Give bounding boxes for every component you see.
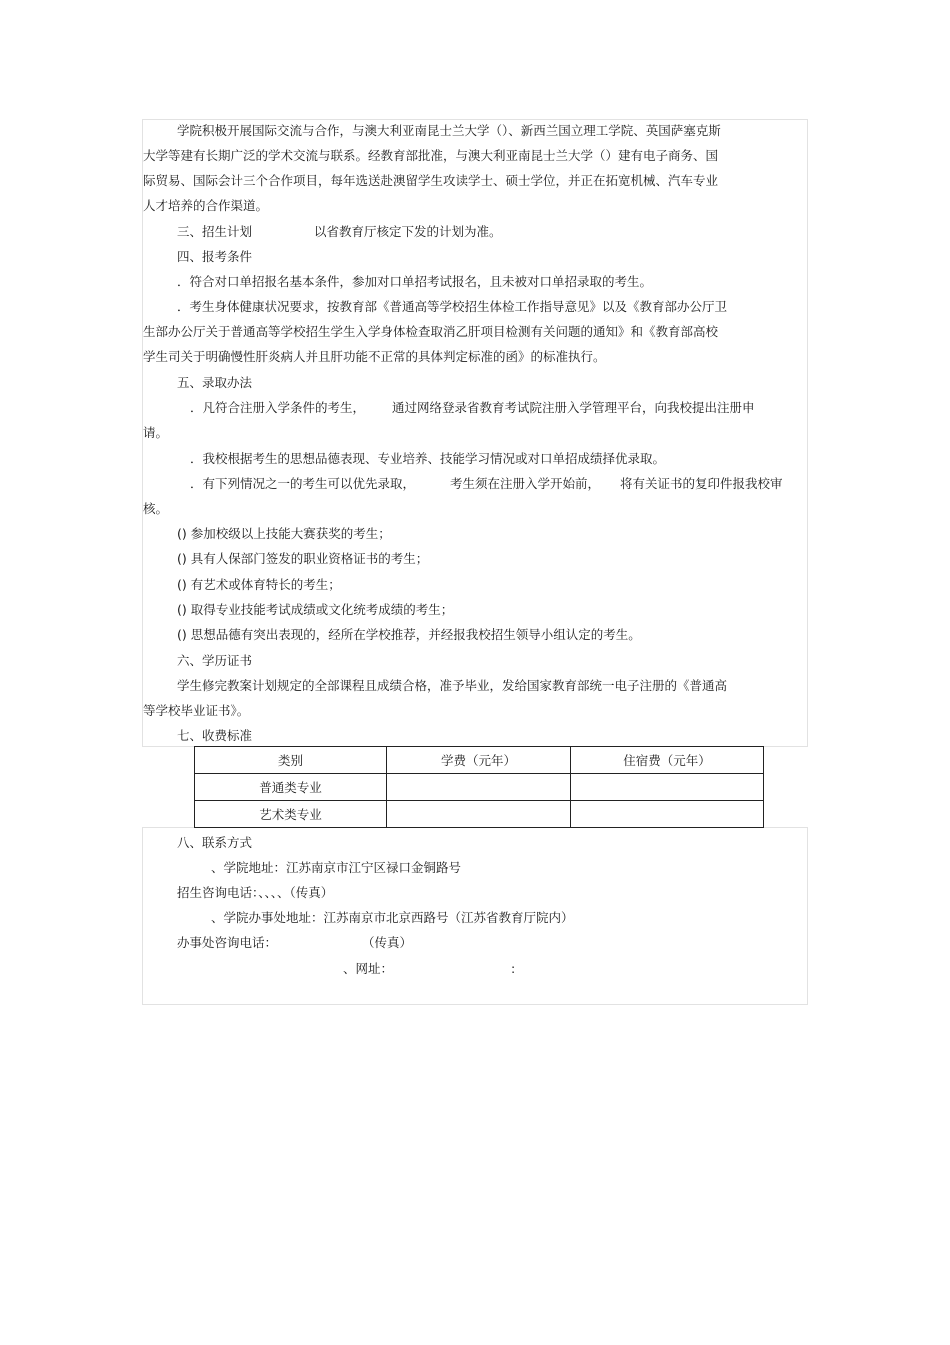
contact-phone: 招生咨询电话：、、、、（传真） [177,885,334,900]
table-cell [571,801,764,828]
contact-office-phone: 办事处咨询电话： [177,935,278,950]
column-header: 类别 [195,747,387,774]
certificate-text: 学生修完教案计划规定的全部课程且成绩合格，准予毕业，发给国家教育部统一电子注册的《普通高 [177,678,728,693]
table-header-row [195,747,764,774]
requirement-item: ．考生身体健康状况要求，按教育部《普通高等学校招生体检工作指导意见》以及《教育部办公厅卫 [177,299,728,314]
admission-item: 请。 [143,425,169,440]
priority-item: () 思想品德有突出表现的，经所在学校推荐，并经报我校招生领导小组认定的考生。 [177,627,641,642]
table-cell [571,774,764,801]
admission-item: 考生须在注册入学开始前， [450,476,601,491]
contact-website: 、网址： [343,961,394,976]
priority-item: () 取得专业技能考试成绩或文化统考成绩的考生； [177,602,454,617]
table-row [195,774,764,801]
admission-item: 将有关证书的复印件报我校审 [620,476,783,491]
fee-heading: 七、收费标准 [177,728,253,743]
intro-line: 学院积极开展国际交流与合作，与澳大利亚南昆士兰大学（）、新西兰国立理工学院、英国萨塞克斯 [177,123,721,138]
table-cell [387,774,571,801]
requirement-item: ．符合对口单招报名基本条件，参加对口单招考试报名，且未被对口单招录取的考生。 [177,274,653,289]
contact-heading: 八、联系方式 [177,835,253,850]
intro-line: 大学等建有长期广泛的学术交流与联系。经教育部批准，与澳大利亚南昆士兰大学（）建有电子商务、国 [143,148,719,163]
contact-office-fax: （传真） [362,935,413,950]
column-header: 住宿费（元年） [571,747,764,774]
priority-item: () 有艺术或体育特长的考生； [177,577,341,592]
table-cell [387,801,571,828]
priority-item: () 具有人保部门签发的职业资格证书的考生； [177,551,429,566]
requirement-item: 学生司关于明确慢性肝炎病人并且肝功能不正常的具体判定标准的函》的标准执行。 [143,349,606,364]
plan-text: 以省教育厅核定下发的计划为准。 [314,224,502,239]
table-cell: 艺术类专业 [195,801,387,828]
contact-website-colon: : [511,961,516,976]
admission-heading: 五、录取办法 [177,375,253,390]
table-row [195,801,764,828]
contact-address: 、学院地址：江苏南京市江宁区禄口金铜路号 [211,860,462,875]
intro-line: 人才培养的合作渠道。 [143,198,269,213]
certificate-heading: 六、学历证书 [177,653,253,668]
column-header: 学费（元年） [387,747,571,774]
requirements-heading: 四、报考条件 [177,249,253,264]
certificate-text: 等学校毕业证书》。 [143,703,250,718]
admission-item: ．有下列情况之一的考生可以优先录取， [190,476,416,491]
contact-office-address: 、学院办事处地址：江苏南京市北京西路号（江苏省教育厅院内） [211,910,574,925]
admission-item: ．凡符合注册入学条件的考生， [190,400,366,415]
plan-heading: 三、招生计划 [177,224,253,239]
requirement-item: 生部办公厅关于普通高等学校招生学生入学身体检查取消乙肝项目检测有关问题的通知》和《教育部高校 [143,324,719,339]
admission-item: 核。 [143,501,169,516]
admission-item: 通过网络登录省教育考试院注册入学管理平台，向我校提出注册申 [392,400,755,415]
intro-line: 际贸易、国际会计三个合作项目，每年选送赴澳留学生攻读学士、硕士学位，并正在拓宽机械、汽车专业 [143,173,719,188]
priority-item: () 参加校级以上技能大赛获奖的考生； [177,526,391,541]
admission-item: ．我校根据考生的思想品德表现、专业培养、技能学习情况或对口单招成绩择优录取。 [190,451,666,466]
fee-table [194,746,764,828]
table-cell: 普通类专业 [195,774,387,801]
